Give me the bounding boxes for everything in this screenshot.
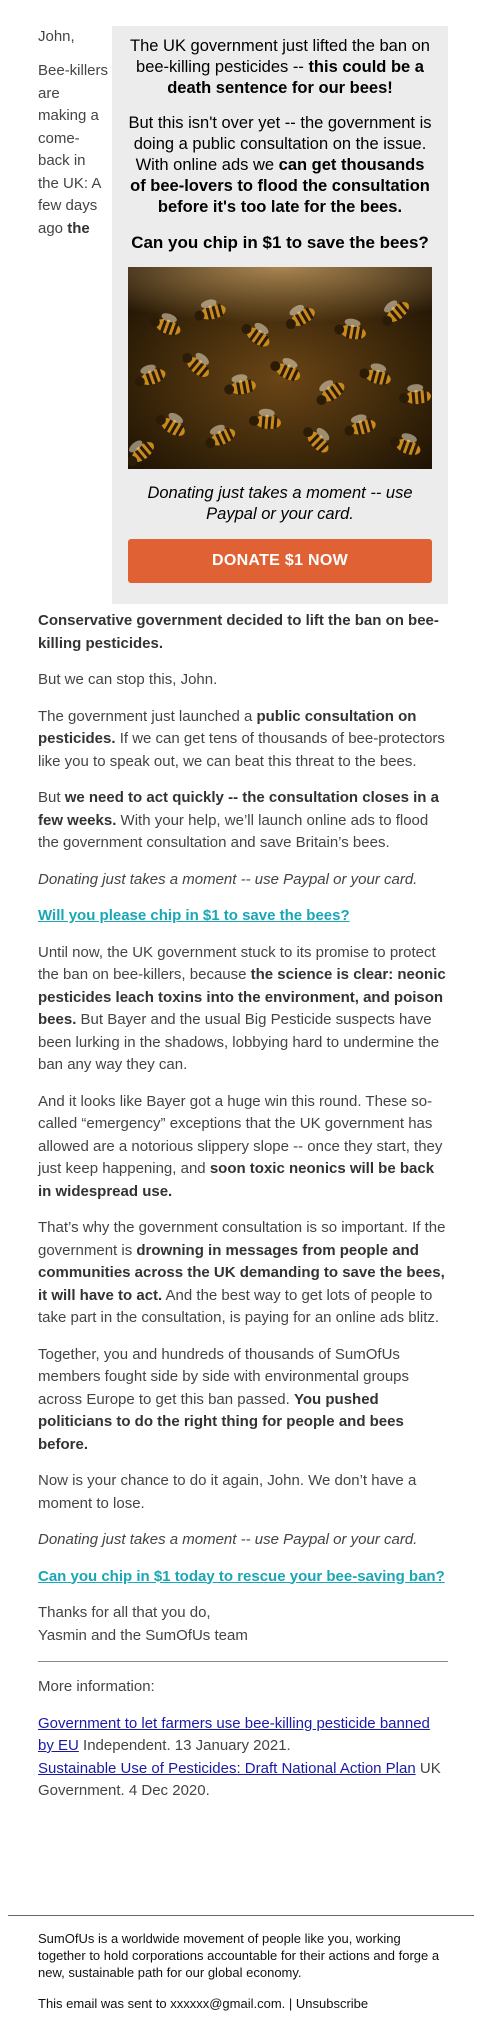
cta-paragraph-2: [38, 1566, 448, 1589]
references: [38, 1713, 448, 1803]
intro-word: are: [38, 84, 60, 102]
signature: [38, 1602, 448, 1647]
text: But Bayer and the usual Big Pesticide suspects have been lurking in the shadows, lobbying hard to undermine the ban any way they can.: [38, 1011, 440, 1073]
text: With your help, we’ll launch online ads to flood the government consultation and save Britain’s bees.: [38, 811, 429, 851]
text: The government just launched a: [38, 707, 257, 725]
text: If we can get tens of thousands of bee-protectors like you to speak out, we can beat this threat to the bees.: [38, 730, 445, 770]
intro-continuation-bold: Conservative government decided to lift the ban on bee-killing pesticides.: [38, 612, 439, 652]
text: And the best way to get lots of people to take part in the consultation, is paying for an online ads blitz.: [38, 1286, 440, 1326]
intro-text-column: [38, 60, 110, 240]
italic-text: Donating just takes a moment -- use Paypal or your card.: [38, 870, 418, 888]
paragraph-consultation: [38, 706, 448, 774]
footer-about: SumOfUs is a worldwide movement of people like you, working together to hold corporations accountable for their actions and forge a new, sustainable path for our global economy.: [38, 1931, 440, 1980]
italic-text: Donating just takes a moment -- use Paypal or your card.: [38, 1531, 418, 1548]
italic-note-2: [38, 1529, 448, 1552]
intro-continuation: [38, 610, 448, 655]
intro-word: making a: [38, 107, 99, 124]
donate-button[interactable]: DONATE $1 NOW: [128, 539, 432, 583]
paragraph-bayer: [38, 1091, 448, 1204]
email-body: [38, 610, 448, 1817]
box-p1-bold: this could be a death sentence for our bees!: [167, 58, 424, 97]
cta-link-rescue-ban[interactable]: Can you chip in $1 today to rescue your bee-saving ban?: [38, 1567, 445, 1585]
paragraph-chance: Now is your chance to do it again, John. We don’t have a moment to lose.: [38, 1472, 417, 1512]
paragraph-together: [38, 1344, 448, 1457]
text-bold: drowning in messages from people and communities across the UK demanding to save the bees, it will have to act.: [38, 1241, 445, 1304]
box-caption: Donating just takes a moment -- use Paypal or your card.: [147, 484, 413, 523]
box-headline-text: Can you chip in $1 to save the bees?: [131, 233, 429, 252]
box-headline: [128, 232, 432, 253]
bee-swarm-image[interactable]: [128, 267, 432, 469]
text: And it looks like Bayer got a huge win this round. These so-called “emergency” exceptions that the UK government has allowed are a notorious slippery slope -- once they start, they just keep happening, and: [38, 1092, 443, 1177]
intro-word: back in: [38, 152, 86, 169]
footer-divider: [8, 1915, 474, 1916]
text: That’s why the government consultation is so important. If the government is: [38, 1219, 446, 1259]
text: Until now, the UK government stuck to its promise to protect the ban on bee-killers, because: [38, 943, 436, 983]
text: Together, you and hundreds of thousands of SumOfUs members fought side by side with environmental groups across Europe to get this ban passed.: [38, 1345, 410, 1408]
box-p2-text: But this isn't over yet -- the government is doing a public consultation on the issue. With online ads we: [128, 114, 432, 174]
text-bold: You pushed politicians to do the right thing for people and bees before.: [38, 1390, 404, 1453]
footer: [38, 1930, 448, 2026]
box-paragraph-2: [128, 113, 432, 218]
box-p2-bold: can get thousands of bee-lovers to flood the consultation before it's too late for the bees.: [130, 156, 430, 216]
reference-source: Independent. 13 January 2021.: [78, 1737, 291, 1754]
paragraph-stop: But we can stop this, John.: [38, 671, 218, 688]
box-p1-text: The UK government just lifted the ban on bee-killing pesticides --: [130, 37, 430, 76]
intro-word: ago: [38, 219, 64, 237]
cta-link-chip-in[interactable]: Will you please chip in $1 to save the bees?: [38, 907, 350, 924]
intro-word: come-: [38, 129, 80, 147]
italic-note-1: [38, 869, 448, 892]
text-bold: the science is clear: neonic pesticides leach toxins into the environment, and poison bees.: [38, 966, 446, 1028]
text-bold: soon toxic neonics will be back in widespread use.: [38, 1160, 435, 1200]
unsubscribe-link[interactable]: Unsubscribe: [295, 1996, 369, 2011]
box-paragraph-1: [128, 36, 432, 99]
text-bold: we need to act quickly -- the consultation closes in a few weeks.: [38, 789, 439, 829]
more-info-heading: More information:: [38, 1678, 155, 1695]
intro-word: the UK: A: [38, 174, 102, 192]
text-bold: public consultation on pesticides.: [38, 707, 417, 747]
intro-word: Bee-killers: [38, 62, 109, 79]
paragraph-act-quickly: [38, 787, 448, 855]
reference-link-independent[interactable]: Government to let farmers use bee-killing pesticide banned by EU: [38, 1714, 430, 1754]
intro-word-bold: the: [67, 219, 90, 237]
footer-sent-to: [38, 1995, 448, 2012]
paragraph-important: [38, 1217, 448, 1330]
cta-paragraph-1: [38, 905, 448, 928]
divider: [38, 1661, 448, 1662]
donation-box: [112, 26, 448, 604]
signature-thanks: Thanks for all that you do,: [38, 1604, 211, 1621]
footer-sent-text: This email was sent to xxxxxx@gmail.com. |: [38, 1996, 296, 2011]
greeting: John,: [38, 28, 75, 45]
text: But: [38, 789, 65, 806]
reference-source: UK Government. 4 Dec 2020.: [38, 1759, 441, 1799]
paragraph-science: [38, 942, 448, 1077]
signature-name: Yasmin and the SumOfUs team: [38, 1626, 248, 1644]
reference-link-action-plan[interactable]: Sustainable Use of Pesticides: Draft National Action Plan: [38, 1759, 416, 1777]
intro-word: few days: [38, 197, 98, 214]
